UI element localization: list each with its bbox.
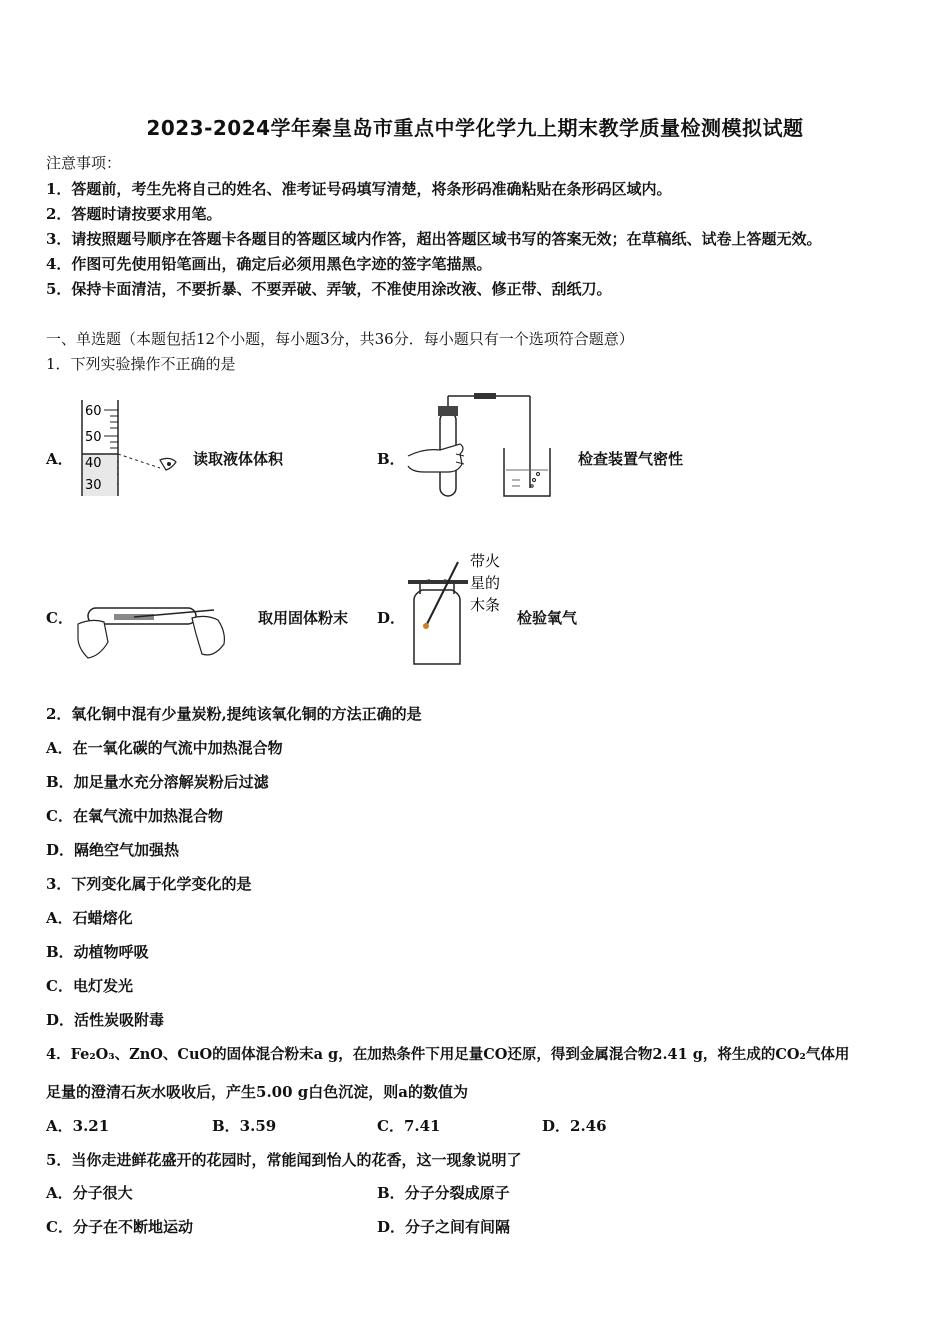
oxygen-test-figure: [404, 550, 514, 668]
q2-option-d: D．隔绝空气加强热: [46, 841, 180, 859]
q2-option-b: B．加足量水充分溶解炭粉后过滤: [46, 773, 269, 791]
right-hand-icon: [192, 616, 224, 654]
q5-option-a: A．分子很大: [46, 1184, 133, 1202]
notice-item-1: 1．答题前，考生先将自己的姓名、准考证号码填写清楚，将条形码准确粘贴在条形码区域内。: [46, 180, 672, 198]
section-heading: 一、单选题（本题包括12个小题，每小题3分，共36分．每小题只有一个选项符合题意）: [46, 330, 634, 348]
q1-option-b-caption: 检查装置气密性: [578, 450, 684, 468]
q1-option-a-caption: 读取液体体积: [193, 450, 284, 468]
hand-icon: [408, 444, 463, 472]
q1-stem: 1．下列实验操作不正确的是: [46, 355, 236, 373]
q2-stem: 2．氧化铜中混有少量炭粉,提纯该氧化铜的方法正确的是: [46, 705, 422, 723]
q4-stem-line1: 4．Fe₂O₃、ZnO、CuO的固体混合粉末a g，在加热条件下用足量CO还原，得到金属混合物2.41 g，将生成的CO₂气体用: [46, 1046, 850, 1063]
q2-option-c: C．在氧气流中加热混合物: [46, 807, 223, 825]
q3-option-d: D．活性炭吸附毒: [46, 1011, 165, 1029]
q4-option-b: B．3.59: [212, 1117, 277, 1135]
q4-stem-line2: 足量的澄清石灰水吸收后，产生5.00 g白色沉淀，则a的数值为: [46, 1083, 468, 1101]
notice-item-2: 2．答题时请按要求用笔。: [46, 205, 222, 223]
splint-label-line1: 带火: [470, 552, 501, 570]
splint-label-line3: 木条: [470, 596, 501, 614]
cylinder-mark-40: 40: [85, 456, 102, 471]
q4-option-d: D．2.46: [542, 1117, 607, 1135]
q1-option-b-label: B．: [377, 450, 405, 468]
airtightness-apparatus-figure: [404, 392, 556, 500]
cylinder-mark-50: 50: [85, 430, 102, 445]
q1-option-c-caption: 取用固体粉末: [258, 609, 349, 627]
notice-item-3: 3．请按照题号顺序在答题卡各题目的答题区域内作答，超出答题区域书写的答案无效；在草稿纸、试卷上答题无效。: [46, 230, 822, 248]
q5-stem: 5．当你走进鲜花盛开的花园时，常能闻到怡人的花香，这一现象说明了: [46, 1151, 522, 1169]
page-title: 2023-2024学年秦皇岛市重点中学化学九上期末教学质量检测模拟试题: [146, 116, 804, 140]
notice-heading: 注意事项：: [46, 154, 122, 172]
splint-label-line2: 星的: [470, 574, 501, 592]
q5-option-d: D．分子之间有间隔: [377, 1218, 511, 1236]
cylinder-mark-30: 30: [85, 478, 102, 493]
notice-item-4: 4．作图可先使用铅笔画出，确定后必须用黑色字迹的签字笔描黑。: [46, 255, 492, 273]
q1-option-d-caption: 检验氧气: [517, 609, 578, 627]
q3-stem: 3．下列变化属于化学变化的是: [46, 875, 252, 893]
q5-option-b: B．分子分裂成原子: [377, 1184, 510, 1202]
q1-option-d-label: D．: [377, 609, 406, 627]
q5-option-c: C．分子在不断地运动: [46, 1218, 193, 1236]
left-hand-icon: [78, 620, 108, 658]
q2-option-a: A．在一氧化碳的气流中加热混合物: [46, 739, 283, 757]
q4-option-c: C．7.41: [377, 1117, 441, 1135]
q3-option-a: A．石蜡熔化: [46, 909, 133, 927]
q3-option-b: B．动植物呼吸: [46, 943, 149, 961]
q1-option-c-label: C．: [46, 609, 73, 627]
q3-option-c: C．电灯发光: [46, 977, 133, 995]
graduated-cylinder-figure: [74, 396, 186, 500]
notice-item-5: 5．保持卡面清洁，不要折暴、不要弄破、弄皱，不准使用涂改液、修正带、刮纸刀。: [46, 280, 612, 298]
cylinder-mark-60: 60: [85, 404, 102, 419]
q4-option-a: A．3.21: [46, 1117, 110, 1135]
q1-option-a-label: A．: [46, 450, 73, 468]
powder-tube-figure: [74, 594, 230, 666]
